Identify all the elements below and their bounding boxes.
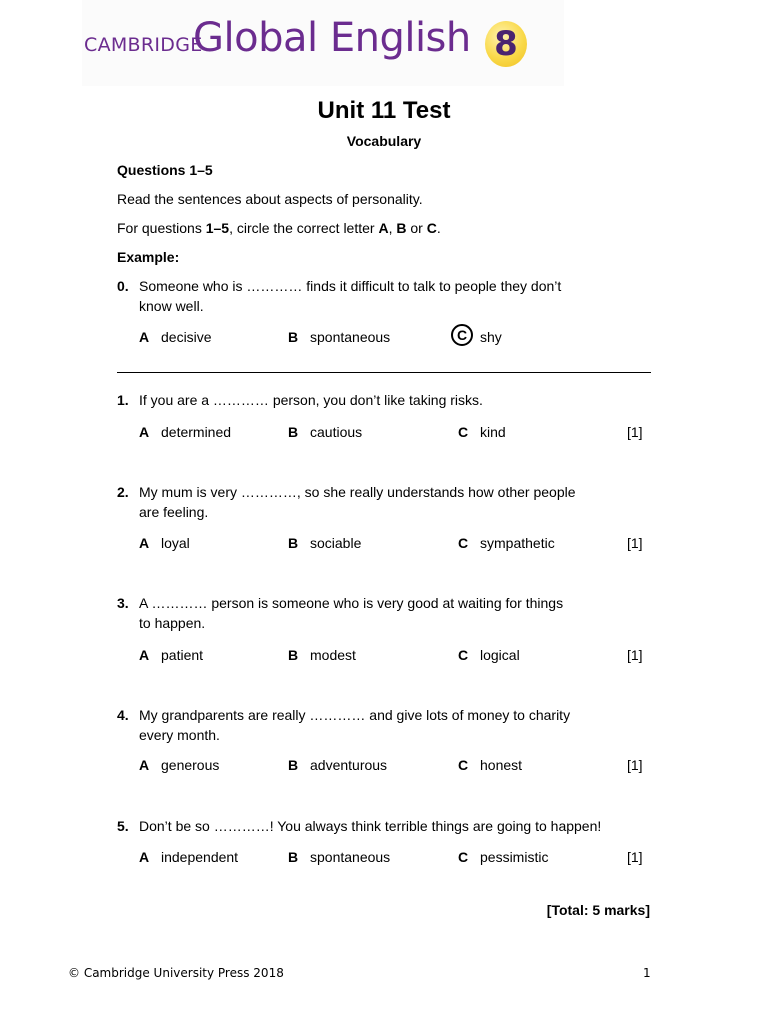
question-3-line-1: A ………… person is someone who is very good at waiting for things	[139, 595, 564, 611]
example-line-1: Someone who is ………… finds it difficult to talk to people they don’t	[139, 278, 562, 294]
instruction-2	[117, 220, 441, 236]
instruction-2-text: , circle the correct letter	[229, 220, 379, 236]
question-3-number: 3.	[117, 595, 129, 611]
question-4-option-letter-a[interactable]: A	[139, 757, 150, 773]
question-3-option-letter-b[interactable]: B	[288, 647, 299, 663]
question-2-option-text-c: sympathetic	[480, 535, 555, 551]
question-5-line-1: Don’t be so …………! You always think terrible things are going to happen!	[139, 818, 602, 834]
question-3-option-text-b: modest	[310, 647, 356, 663]
question-3-option-text-c: logical	[480, 647, 520, 663]
question-2-number: 2.	[117, 484, 129, 500]
question-4-line-1: My grandparents are really ………… and give lots of money to charity	[139, 707, 571, 723]
footer-copyright: © Cambridge University Press 2018	[68, 966, 284, 980]
question-2-mark: [1]	[627, 535, 643, 551]
brand-cambridge: CAMBRIDGE	[84, 34, 203, 56]
question-5-option-letter-c[interactable]: C	[458, 849, 469, 865]
question-4-number: 4.	[117, 707, 129, 723]
instruction-comma: ,	[388, 220, 397, 236]
example-option-text-a: decisive	[161, 329, 212, 345]
instruction-or: or	[406, 220, 427, 236]
question-4-mark: [1]	[627, 757, 643, 773]
question-4-option-letter-c[interactable]: C	[458, 757, 469, 773]
question-1-option-letter-b[interactable]: B	[288, 424, 299, 440]
example-number: 0.	[117, 278, 129, 294]
instruction-1: Read the sentences about aspects of personality.	[117, 191, 423, 207]
example-option-letter-a: A	[139, 329, 150, 345]
level-badge: 8	[485, 21, 527, 67]
footer-page-number: 1	[643, 966, 651, 980]
question-2-option-letter-a[interactable]: A	[139, 535, 150, 551]
question-1-option-text-a: determined	[161, 424, 232, 440]
question-1-line-1: If you are a ………… person, you don’t like taking risks.	[139, 392, 483, 408]
question-5-text	[139, 816, 659, 836]
question-5-option-letter-a[interactable]: A	[139, 849, 150, 865]
question-1-option-letter-a[interactable]: A	[139, 424, 150, 440]
question-4-text	[139, 705, 619, 745]
question-5-option-letter-b[interactable]: B	[288, 849, 299, 865]
question-4-option-text-b: adventurous	[310, 757, 388, 773]
question-2-option-text-a: loyal	[161, 535, 190, 551]
question-1-text	[139, 390, 619, 410]
example-label: Example:	[117, 249, 180, 265]
instruction-2-text: For questions	[117, 220, 206, 236]
example-circled-answer: C	[451, 324, 473, 346]
question-1-number: 1.	[117, 392, 129, 408]
page-title: Unit 11 Test	[317, 97, 451, 124]
question-5-option-text-a: independent	[161, 849, 239, 865]
question-3-option-text-a: patient	[161, 647, 204, 663]
question-4-option-text-c: honest	[480, 757, 523, 773]
question-4-option-letter-b[interactable]: B	[288, 757, 299, 773]
example-line-2: know well.	[139, 298, 204, 314]
question-1-option-text-b: cautious	[310, 424, 363, 440]
question-3-option-letter-c[interactable]: C	[458, 647, 469, 663]
instruction-letter-b: B	[396, 220, 407, 236]
question-1-option-letter-c[interactable]: C	[458, 424, 469, 440]
example-option-letter-b: B	[288, 329, 299, 345]
example-option-text-c: shy	[480, 329, 502, 345]
total-marks: [Total: 5 marks]	[546, 902, 650, 918]
question-4-line-2: every month.	[139, 727, 220, 743]
question-3-option-letter-a[interactable]: A	[139, 647, 150, 663]
instruction-letter-a: A	[378, 220, 389, 236]
example-question-text	[139, 276, 619, 316]
question-1-mark: [1]	[627, 424, 643, 440]
question-2-option-text-b: sociable	[310, 535, 362, 551]
question-4-option-text-a: generous	[161, 757, 220, 773]
question-3-mark: [1]	[627, 647, 643, 663]
question-5-option-text-b: spontaneous	[310, 849, 391, 865]
question-5-option-text-c: pessimistic	[480, 849, 549, 865]
example-option-text-b: spontaneous	[310, 329, 391, 345]
question-3-line-2: to happen.	[139, 615, 206, 631]
divider	[117, 372, 651, 373]
question-2-line-1: My mum is very …………, so she really understands how other people	[139, 484, 576, 500]
question-2-option-letter-c[interactable]: C	[458, 535, 469, 551]
question-1-option-text-c: kind	[480, 424, 506, 440]
question-2-line-2: are feeling.	[139, 504, 209, 520]
page-subtitle: Vocabulary	[346, 133, 422, 149]
brand-title: Global English	[193, 15, 471, 61]
question-5-number: 5.	[117, 818, 129, 834]
instruction-letter-c: C	[426, 220, 437, 236]
question-5-mark: [1]	[627, 849, 643, 865]
question-2-text	[139, 482, 619, 522]
instruction-period: .	[436, 220, 441, 236]
questions-label: Questions 1–5	[117, 162, 213, 178]
question-3-text	[139, 593, 619, 633]
instruction-2-range: 1–5	[205, 220, 230, 236]
question-2-option-letter-b[interactable]: B	[288, 535, 299, 551]
